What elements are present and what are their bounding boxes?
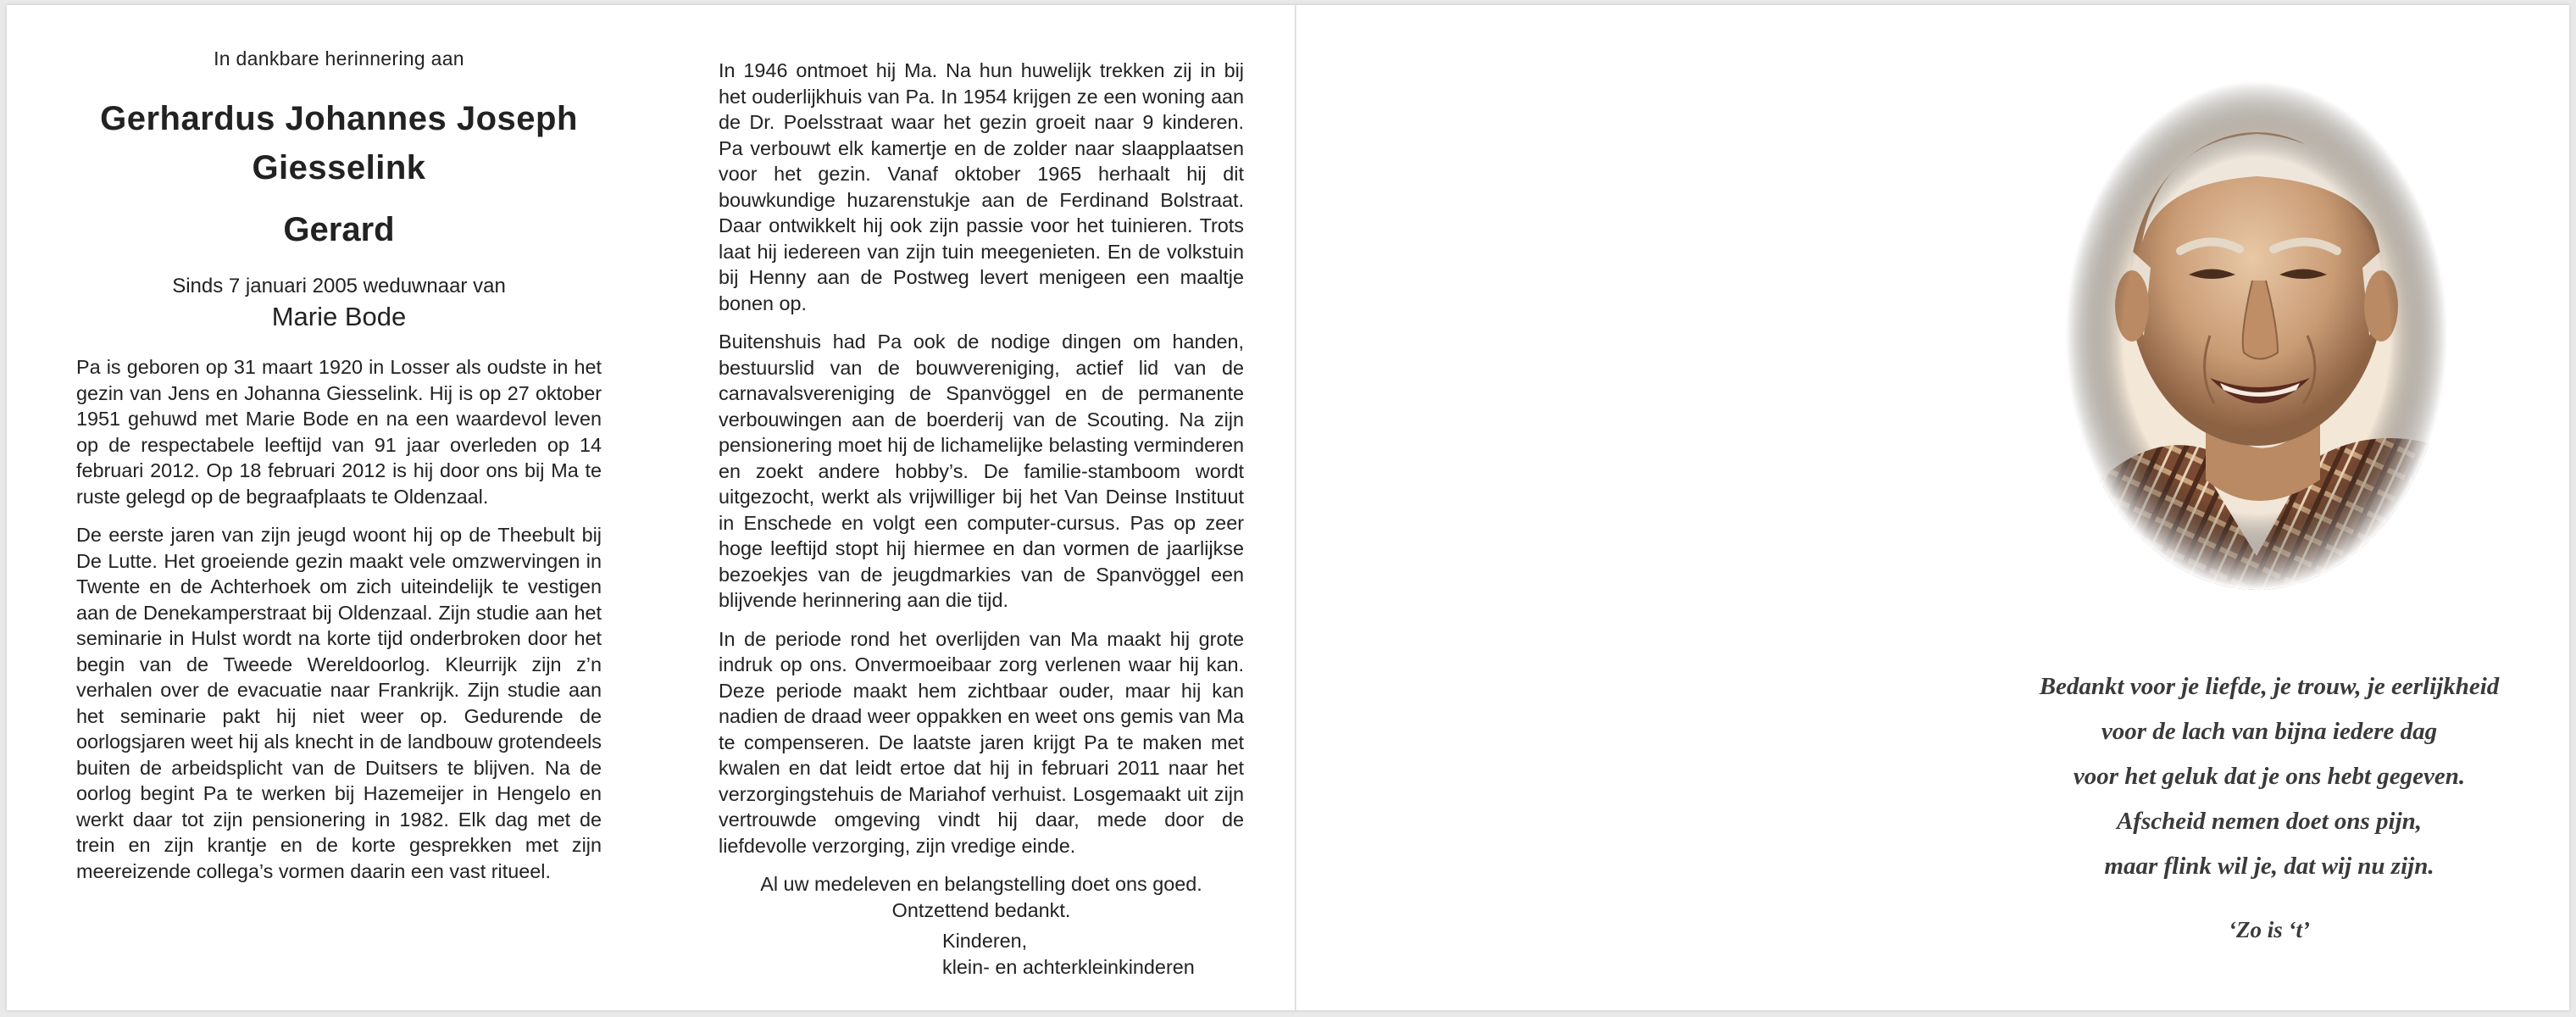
poem-line: voor het geluk dat je ons hebt gegeven. <box>2073 763 2466 790</box>
poem-line: maar flink wil je, dat wij nu zijn. <box>2104 853 2434 880</box>
motto: ‘Zo is ‘t’ <box>2229 917 2310 942</box>
intro-text: In dankbare herinnering aan <box>214 47 464 69</box>
biography-paragraph: Buitenshuis had Pa ook de nodige dingen om handen, bestuurslid van de bouwvereniging, actief lid van de carnavalsvereniging de Spanvöggel en de permanente verbouwingen aan de boerderij van de Scouting. Na zijn pensionering moet hij de lichamelijke belasting verminderen en zoekt andere hobby’s. De familie-stamboom wordt uitgezocht, werkt als vrijwilliger bij het Van Deinse Instituut in Enschede en volgt een computer-cursus. Pas op zeer hoge leeftijd stopt hij hiermee en dan vormen de jaarlijkse bezoekjes van de jeugdmarkies van de Spanvöggel een blijvende herinnering aan die tijd. <box>719 331 1244 611</box>
left-column <box>76 47 602 897</box>
nickname: Gerard <box>283 211 395 248</box>
biography-paragraph: De eerste jaren van zijn jeugd woont hij op de Theebult bij De Lutte. Het groeiende gezin maakt vele omzwervingen in Twente en de Achterhoek om zich uiteindelijk te vestigen aan de Denekamperstraat bij Oldenzaal. Zijn studie aan het seminarie in Hulst wordt na korte tijd onderbroken door het begin van de Tweede Wereldoorlog. Kleurrijk zijn z’n verhalen over de evacuatie naar Frankrijk. Zijn studie aan het seminarie pakt hij niet weer op. Gedurende de oorlogsjaren weet hij als knecht in de landbouw grotendeels buiten de arbeidsplicht van de Duitsers te blijven. Na de oorlog begint Pa te werken bij Hazemeijer in Hengelo en werkt daar tot zijn pensionering in 1982. Elk dag met de trein en zijn krantje en de korte gesprekken met zijn meereizende collega’s vormen daarin een vast ritueel. <box>76 524 602 882</box>
thanks-line-2: Ontzettend bedankt. <box>891 898 1071 921</box>
thanks-line <box>719 871 1244 923</box>
portrait-photo <box>2066 81 2447 590</box>
signature-block <box>942 928 1244 980</box>
memorial-card <box>7 5 2569 1010</box>
biography-paragraph: Pa is geboren op 31 maart 1920 in Losser als oudste in het gezin van Jens en Johanna Giesselink. Hij is op 27 oktober 1951 gehuwd met Marie Bode en na een waardevol leven op de respectabele leeftijd van 91 jaar overleden op 14 februari 2012. Op 18 februari 2012 is hij door ons bij Ma te ruste gelegd op de begraafplaats te Oldenzaal. <box>76 356 602 508</box>
biography-paragraph: In 1946 ontmoet hij Ma. Na hun huwelijk trekken zij in bij het ouderlijkhuis van Pa. In 1954 krijgen ze een woning aan de Dr. Poelsstraat waar het gezin groeit naar 9 kinderen. Pa verbouwt elk kamertje en de zolder naar slaapplaatsen voor het gezin. Vanaf oktober 1965 herhaalt hij dit bouwkundige huzarenstukje aan de Ferdinand Bolstraat. Daar ontwikkelt hij ook zijn passie voor het tuinieren. Trots laat hij iedereen van zijn tuin meegenieten. En de volkstuin bij Henny aan de Postweg levert menigeen een maaltje bonen op. <box>719 59 1244 314</box>
middle-column <box>719 58 1244 980</box>
thanks-line-1: Al uw medeleven en belangstelling doet ons goed. <box>760 873 1202 895</box>
poem <box>1913 664 2576 889</box>
poem-line: voor de lach van bijna iedere dag <box>2101 718 2438 745</box>
full-name-line2: Giesselink <box>252 149 426 186</box>
signature-line-2: klein- en achterkleinkinderen <box>942 955 1195 978</box>
poem-line: Bedankt voor je liefde, je trouw, je eerlijkheid <box>2039 673 2500 700</box>
spouse-name: Marie Bode <box>271 302 407 331</box>
card-fold <box>1295 5 1296 1010</box>
poem-line: Afscheid nemen doet ons pijn, <box>2116 808 2423 835</box>
full-name-line1: Gerhardus Johannes Joseph <box>100 100 578 137</box>
widower-since: Sinds 7 januari 2005 weduwnaar van <box>172 275 506 297</box>
biography-paragraph: In de periode rond het overlijden van Ma maakt hij grote indruk op ons. Onvermoeibaar zorg verlenen waar hij kan. Deze periode maakt hem zichtbaar ouder, maar hij kan nadien de draad weer oppakken en weet ons gemis van Ma te compenseren. De laatste jaren krijgt Pa te maken met kwalen en dat leidt ertoe dat hij in februari 2011 naar het verzorgingstehuis de Mariahof verhuist. Losgemaakt uit zijn vertrouwde omgeving vindt hij daar, mede door de liefdevolle verzorging, zijn vredige einde. <box>719 627 1244 857</box>
signature-line-1: Kinderen, <box>942 930 1028 952</box>
